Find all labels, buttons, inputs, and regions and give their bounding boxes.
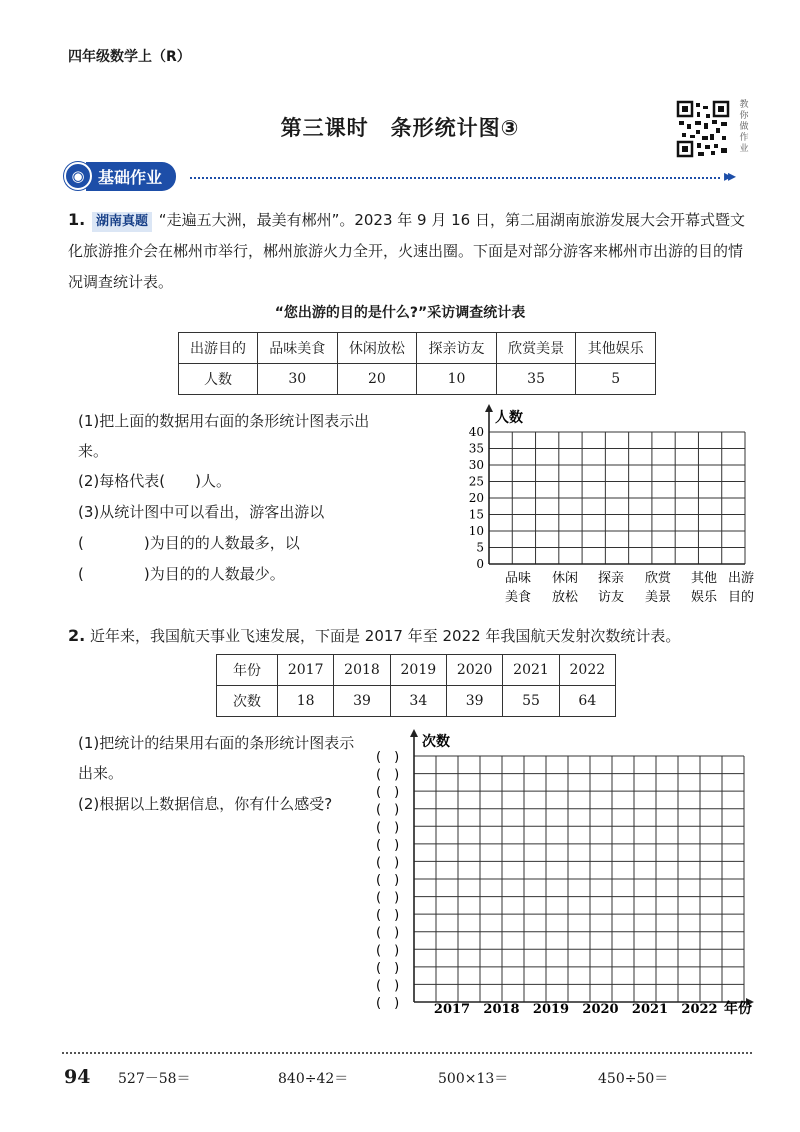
x-year-label: 2021 xyxy=(631,1002,669,1017)
table-cell: 2020 xyxy=(446,655,502,686)
x-category-label: 美景 xyxy=(644,590,672,605)
y-scale-blank: ( ) xyxy=(376,908,400,924)
y-scale-blank: ( ) xyxy=(376,767,400,783)
y-scale-blank: ( ) xyxy=(376,978,400,994)
table-cell: 2022 xyxy=(559,655,615,686)
table-cell: 2021 xyxy=(503,655,559,686)
question-1-text xyxy=(68,204,752,298)
y-scale-blank: ( ) xyxy=(376,996,400,1011)
table-cell: 39 xyxy=(446,686,502,717)
y-scale-blank: ( ) xyxy=(376,925,400,941)
source-tag: 湖南真题 xyxy=(92,212,152,232)
table-cell: 20 xyxy=(337,364,417,395)
section-label: 基础作业 xyxy=(86,162,176,191)
lesson-number: 第三课时 xyxy=(280,116,369,140)
y-scale-blank: ( ) xyxy=(376,750,400,765)
x-axis-title: 出游 xyxy=(727,571,755,586)
x-year-label: 2020 xyxy=(582,1002,619,1017)
table-header-cell: 次数 xyxy=(217,686,278,717)
launch-table xyxy=(216,654,616,717)
y-tick-label: 25 xyxy=(468,474,484,489)
q2-sub-2: (2)根据以上数据信息，你有什么感受? xyxy=(78,795,333,813)
x-category-label: 欣赏 xyxy=(644,571,672,586)
table-header-cell: 出游目的 xyxy=(179,333,258,364)
y-scale-blank: ( ) xyxy=(376,837,400,853)
qr-code-icon[interactable] xyxy=(676,100,730,158)
x-axis-title: 目的 xyxy=(727,590,755,605)
x-category-label: 休闲 xyxy=(551,571,579,586)
double-chevron-right-icon: ▸▸ xyxy=(724,166,733,185)
y-tick-label: 30 xyxy=(468,458,484,472)
table-cell: 34 xyxy=(390,686,446,717)
mental-math-item[interactable]: 500×13＝ xyxy=(438,1071,509,1087)
table-row xyxy=(217,686,616,717)
table-cell: 5 xyxy=(576,364,656,395)
table-cell: 39 xyxy=(334,686,390,717)
y-scale-blank: ( ) xyxy=(376,855,400,871)
q2-grid-lines xyxy=(414,756,744,1002)
footer-divider xyxy=(62,1052,752,1054)
y-scale-blank: ( ) xyxy=(376,820,400,836)
table-cell: 探亲访友 xyxy=(417,333,497,364)
q1-y-title: 人数 xyxy=(495,410,523,426)
q2-y-arrow-icon xyxy=(410,729,418,737)
table-cell: 休闲放松 xyxy=(337,333,417,364)
q1-bar-chart-grid[interactable] xyxy=(455,402,755,608)
question-2-text xyxy=(68,620,752,652)
y-scale-blank: ( ) xyxy=(376,890,400,906)
q2-y-title: 次数 xyxy=(422,734,450,750)
table-cell: 10 xyxy=(417,364,497,395)
y-scale-blank: ( ) xyxy=(376,960,400,976)
table-cell: 2017 xyxy=(278,655,334,686)
x-category-label: 探亲 xyxy=(597,571,625,586)
y-tick-label: 5 xyxy=(476,540,484,555)
book-label: 四年级数学上（R） xyxy=(68,49,191,65)
y-tick-label: 35 xyxy=(468,441,484,456)
lightbulb-icon: ◉ xyxy=(64,162,92,190)
table-cell: 品味美食 xyxy=(258,333,338,364)
table-row xyxy=(217,655,616,686)
x-year-label: 2019 xyxy=(532,1002,570,1017)
lesson-topic: 条形统计图③ xyxy=(390,116,520,140)
table-cell: 2018 xyxy=(334,655,390,686)
qr-caption: 教你做作业 xyxy=(739,100,749,154)
y-tick-label: 40 xyxy=(468,425,484,439)
q2-sub-1: (1)把统计的结果用右面的条形统计图表示出来。 xyxy=(78,734,355,782)
question-body: 近年来，我国航天事业飞速发展，下面是 2017 年至 2022 年我国航天发射次数统计表。 xyxy=(90,627,681,645)
table-row xyxy=(179,364,656,395)
q1-sub-1: (1)把上面的数据用右面的条形统计图表示出来。 xyxy=(78,412,370,460)
table-cell: 18 xyxy=(278,686,334,717)
table-cell: 55 xyxy=(503,686,559,717)
y-tick-label: 15 xyxy=(468,507,484,522)
x-year-label: 2017 xyxy=(433,1002,471,1017)
table-title: “您出游的目的是什么?”采访调查统计表 xyxy=(274,305,526,321)
survey-table xyxy=(178,332,656,395)
x-category-label: 娱乐 xyxy=(690,590,718,605)
y-scale-blank: ( ) xyxy=(376,785,400,801)
x-category-label: 放松 xyxy=(551,590,579,605)
q1-grid-lines xyxy=(489,432,745,564)
mental-math-item[interactable]: 450÷50＝ xyxy=(598,1071,669,1087)
table-cell: 30 xyxy=(258,364,338,395)
q2-x-title: 年份 xyxy=(724,1001,752,1017)
x-year-label: 2018 xyxy=(483,1002,520,1017)
x-category-label: 访友 xyxy=(597,590,625,605)
mental-math-item[interactable]: 527－58＝ xyxy=(118,1071,191,1087)
y-tick-label: 20 xyxy=(468,491,484,505)
y-tick-label: 0 xyxy=(476,557,484,571)
q1-sub-3-blank-least[interactable]: ( )为目的的人数最少。 xyxy=(78,565,285,583)
q2-bar-chart-grid[interactable] xyxy=(372,726,770,1022)
x-category-label: 美食 xyxy=(504,590,532,605)
question-number: 1. xyxy=(68,210,86,229)
y-scale-blank: ( ) xyxy=(376,802,400,818)
section-banner xyxy=(64,162,176,190)
q1-sub-2: (2)每格代表( )人。 xyxy=(78,472,231,490)
table-row xyxy=(179,333,656,364)
q1-y-arrow-icon xyxy=(485,404,493,412)
mental-math-item[interactable]: 840÷42＝ xyxy=(278,1071,349,1087)
x-year-label: 2022 xyxy=(681,1002,718,1017)
x-category-label: 品味 xyxy=(504,571,532,586)
table-cell: 35 xyxy=(496,364,576,395)
x-category-label: 其他 xyxy=(690,571,718,586)
q1-sub-3: (3)从统计图中可以看出，游客出游以 xyxy=(78,503,325,521)
table-header-cell: 人数 xyxy=(179,364,258,395)
table-cell: 欣赏美景 xyxy=(496,333,576,364)
y-tick-label: 10 xyxy=(468,524,484,538)
y-scale-blank: ( ) xyxy=(376,873,400,888)
table-cell: 64 xyxy=(559,686,615,717)
q1-sub-3-blank-most[interactable]: ( )为目的的人数最多，以 xyxy=(78,534,300,552)
section-divider xyxy=(190,177,720,179)
y-scale-blank: ( ) xyxy=(376,943,400,959)
page-number: 94 xyxy=(64,1066,91,1088)
question-number: 2. xyxy=(68,626,86,645)
question-body: “走遍五大洲，最美有郴州”。2023 年 9 月 16 日，第二届湖南旅游发展大会开幕式暨文化旅游推介会在郴州市举行，郴州旅游火力全开，火速出圈。下面是对部分游客来郴州市出游的目的情况调查统计表。 xyxy=(68,211,745,291)
table-header-cell: 年份 xyxy=(217,655,278,686)
table-cell: 其他娱乐 xyxy=(576,333,656,364)
table-cell: 2019 xyxy=(390,655,446,686)
